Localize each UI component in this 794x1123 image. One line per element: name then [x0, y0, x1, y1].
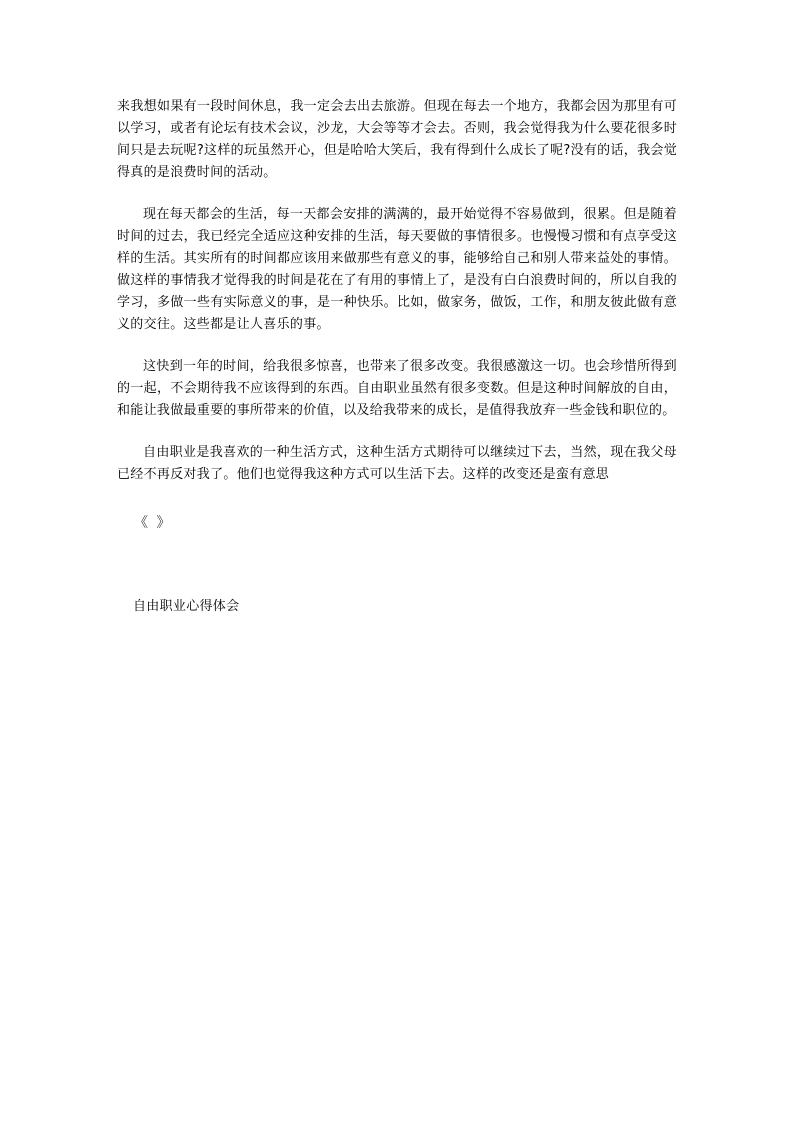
document-body — [117, 96, 677, 486]
paragraph-2: 现在每天都会的生活，每一天都会安排的满满的，最开始觉得不容易做到，很累。但是随着时间的过去，我已经完全适应这种安排的生活，每天要做的事情很多。也慢慢习惯和有点享受这样的生活。其实所有的时间都应该用来做那些有意义的事，能够给自己和别人带来益处的事情。做这样的事情我才觉得我的时间是花在了有用的事情上了，是没有白白浪费时间的，所以自我的学习，多做一些有实际意义的事，是一种快乐。比如，做家务，做饭，工作，和朋友彼此做有意义的交往。这些都是让人喜乐的事。 — [117, 207, 677, 332]
paragraph-3: 这快到一年的时间，给我很多惊喜，也带来了很多改变。我很感激这一切。也会珍惜所得到的一起，不会期待我不应该得到的东西。自由职业虽然有很多变数。但是这种时间解放的自由，和能让我做最重要的事所带来的价值，以及给我带来的成长，是值得我放弃一些金钱和职位的。 — [117, 359, 677, 418]
paragraph-gap — [117, 336, 677, 356]
footer-title: 自由职业心得体会 — [133, 599, 240, 614]
paragraph-1: 来我想如果有一段时间休息，我一定会去出去旅游。但现在每去一个地方，我都会因为那里有可以学习，或者有论坛有技术会议，沙龙，大会等等才会去。否则，我会觉得我为什么要花很多时间只是去玩呢?这样的玩虽然开心，但是哈哈大笑后，我有得到什么成长了呢?没有的话，我会觉得真的是浪费时间的活动。 — [117, 99, 677, 180]
guillemet-marks: 《 》 — [134, 515, 173, 531]
paragraph-4: 自由职业是我喜欢的一种生活方式，这种生活方式期待可以继续过下去，当然，现在我父母已经不再反对我了。他们也觉得我这种方式可以生活下去。这样的改变还是蛮有意思 — [117, 445, 677, 482]
paragraph-gap — [117, 184, 677, 204]
paragraph-gap — [117, 422, 677, 442]
